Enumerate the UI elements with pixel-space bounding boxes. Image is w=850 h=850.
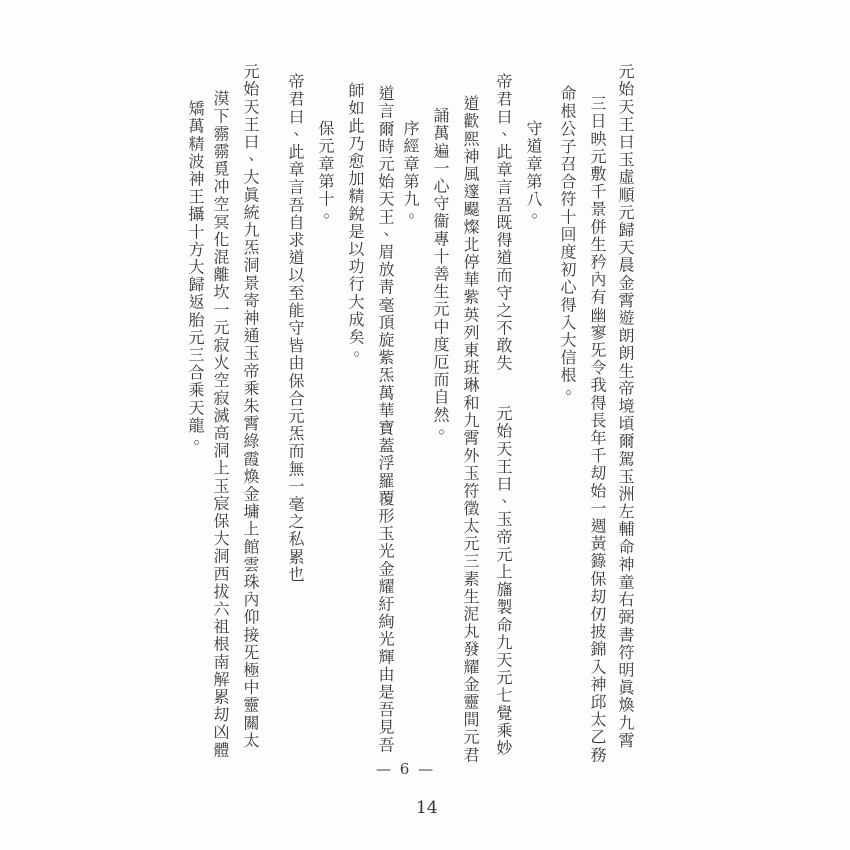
text-column-1: 元始天王曰玉虛順元歸天晨金霄遊朗朗生帝境頃爾駕玉洲左輔命神童右弼書符明眞煥九霄 bbox=[616, 63, 635, 750]
chapter-heading-10: 保元章第十。 bbox=[316, 120, 335, 226]
chapter-heading-9: 序經章第九。 bbox=[401, 120, 420, 226]
text-column-6: 道歡熙神風邃飋燦北停華紫英列東班琳和九霄外玉符徵太元三素生泥丸發耀金靈間元君 bbox=[461, 95, 480, 764]
page-number: 14 bbox=[416, 798, 438, 818]
text-column-2: 三日映元敷千景併生矜內有幽寥旡令我得長年千刧始一週黃籙保刧仞披錦入神邱太乙務 bbox=[588, 95, 607, 764]
text-column-5a: 帝君曰、此章言吾既得道而守之不敢失 bbox=[494, 73, 513, 373]
text-column-9: 道言爾時元始天王、眉放靑毫頂旋紫炁萬華寶蓋浮羅覆形玉光金耀紆絢光輝由是吾見吾 bbox=[376, 85, 395, 754]
text-column-7: 誦萬遍一心守衞專十善生元中度厄而自然。 bbox=[431, 107, 450, 442]
text-column-14: 漠下霛霛覓冲空冥化混離坎一元寂火空寂滅高洞上玉宸保大洞西拔六祖根南解累刧凶體 bbox=[211, 90, 230, 759]
text-column-3: 命根公子召合符十回度初心得入大信根。 bbox=[558, 85, 577, 402]
text-column-12: 帝君曰、此章言吾自求道以至能守皆由保合元炁而無一毫之私累也 bbox=[286, 73, 305, 584]
text-column-13: 元始天王曰、大眞統九炁洞景寄神通玉帝乘朱霄綠霞煥金墉上館雲珠內仰接旡極中靈關太 bbox=[241, 63, 260, 750]
text-column-5b: 元始天王曰、玉帝元上旛製命九天元七覺乘妙 bbox=[494, 405, 513, 757]
text-column-15: 矯萬精波神王攝十方大歸返胎元三合乘天龍。 bbox=[186, 100, 205, 452]
chapter-heading-8: 守道章第八。 bbox=[524, 120, 543, 226]
page-label: — 6 — bbox=[376, 760, 436, 778]
text-column-10: 師如此乃愈加精銳是以功行大成矣。 bbox=[346, 82, 365, 364]
